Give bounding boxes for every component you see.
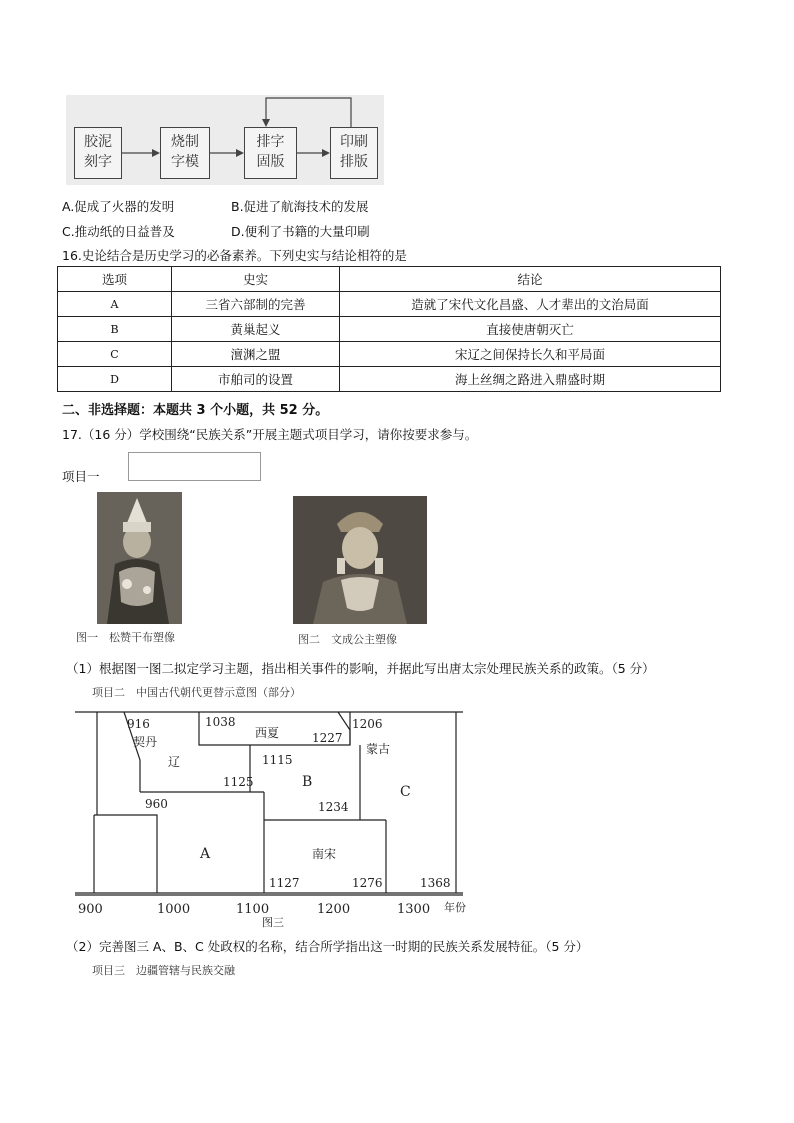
q15-option-c: C.推动纸的日益普及 <box>62 224 175 239</box>
row-b-conclusion: 直接使唐朝灭亡 <box>340 317 721 342</box>
tick-1100: 1100 <box>236 902 270 917</box>
figure-3-caption: 图三 <box>262 916 284 929</box>
label-960: 960 <box>145 797 168 811</box>
flow-box-4-line2: 排版 <box>340 154 368 170</box>
q17-stem: 17.（16 分）学校围绕“民族关系”开展主题式项目学习，请你按要求参与。 <box>62 427 478 442</box>
q17-sub1: （1）根据图一图二拟定学习主题，指出相关事件的影响，并据此写出唐太宗处理民族关系的政策。（5 分） <box>66 661 655 676</box>
flow-box-3 <box>244 127 297 179</box>
flow-box-4 <box>330 127 378 179</box>
flow-diagram <box>66 95 384 185</box>
row-a-fact: 三省六部制的完善 <box>172 292 340 317</box>
axis-unit: 年份 <box>444 901 466 914</box>
label-1125: 1125 <box>223 775 254 789</box>
label-916: 916 <box>127 717 150 731</box>
row-a-option: A <box>58 292 172 317</box>
label-1234: 1234 <box>318 800 349 814</box>
flow-box-4-line1: 印刷 <box>340 134 368 150</box>
label-1127: 1127 <box>269 876 300 890</box>
label-B: B <box>302 774 313 790</box>
statue-2-drawing <box>293 496 427 624</box>
q15-option-d: D.便利了书籍的大量印刷 <box>231 224 370 239</box>
tick-1000: 1000 <box>157 902 191 917</box>
label-1276: 1276 <box>352 876 383 890</box>
header-conclusion: 结论 <box>340 267 721 292</box>
q16-stem: 16.史论结合是历史学习的必备素养。下列史实与结论相符的是 <box>62 248 407 263</box>
table-row <box>58 342 721 367</box>
label-liao: 辽 <box>168 755 181 769</box>
flow-box-3-line2: 固版 <box>256 154 285 170</box>
q17-sub2: （2）完善图三 A、B、C 处政权的名称，结合所学指出这一时期的民族关系发展特征。（5 分） <box>66 939 589 954</box>
section-2-title: 二、非选择题：本题共 3 个小题，共 52 分。 <box>62 403 329 418</box>
label-A: A <box>200 846 211 862</box>
label-1206: 1206 <box>352 717 383 731</box>
flow-box-1 <box>74 127 122 179</box>
project1-answer-box[interactable] <box>128 452 261 481</box>
row-d-fact: 市舶司的设置 <box>172 367 340 392</box>
label-1115: 1115 <box>262 753 293 767</box>
label-C: C <box>400 784 411 800</box>
row-b-fact: 黄巢起义 <box>172 317 340 342</box>
table-row <box>58 367 721 392</box>
tick-1200: 1200 <box>317 902 351 917</box>
figure-1-caption: 图一 松赞干布塑像 <box>76 631 175 644</box>
row-d-option: D <box>58 367 172 392</box>
q15-option-a: A.促成了火器的发明 <box>62 199 175 214</box>
header-fact: 史实 <box>172 267 340 292</box>
project2-label: 项目二 中国古代朝代更替示意图（部分） <box>92 686 301 699</box>
figure-3-diagram <box>0 700 794 930</box>
tick-900: 900 <box>78 902 103 917</box>
row-c-conclusion: 宋辽之间保持长久和平局面 <box>340 342 721 367</box>
row-a-conclusion: 造就了宋代文化昌盛、人才辈出的文治局面 <box>340 292 721 317</box>
label-1038: 1038 <box>205 715 236 729</box>
flow-box-1-line2: 刻字 <box>84 154 112 170</box>
flow-box-2-line2: 字模 <box>171 154 199 170</box>
flow-box-2-line1: 烧制 <box>171 134 199 150</box>
flow-box-3-line1: 排字 <box>256 134 285 150</box>
header-option: 选项 <box>58 267 172 292</box>
project3-label: 项目三 边疆管辖与民族交融 <box>92 964 235 977</box>
q16-table <box>57 266 721 392</box>
label-1368: 1368 <box>420 876 451 890</box>
label-nansong: 南宋 <box>312 847 337 861</box>
row-c-option: C <box>58 342 172 367</box>
row-c-fact: 澶渊之盟 <box>172 342 340 367</box>
label-1227: 1227 <box>312 731 343 745</box>
project1-label: 项目一 <box>62 469 100 484</box>
statue-1-drawing <box>97 492 182 624</box>
label-khitan: 契丹 <box>133 735 158 749</box>
princess-wencheng-statue-image <box>293 496 427 624</box>
tick-1300: 1300 <box>397 902 431 917</box>
label-mongol: 蒙古 <box>366 742 391 756</box>
table-row <box>58 292 721 317</box>
row-b-option: B <box>58 317 172 342</box>
table-row <box>58 317 721 342</box>
figure-2-caption: 图二 文成公主塑像 <box>298 633 397 646</box>
table-header-row <box>58 267 721 292</box>
q15-option-b: B.促进了航海技术的发展 <box>231 199 369 214</box>
label-xixia: 西夏 <box>255 726 280 740</box>
songtsen-gampo-statue-image <box>97 492 182 624</box>
song-a-boundary <box>94 815 157 893</box>
row-d-conclusion: 海上丝绸之路进入鼎盛时期 <box>340 367 721 392</box>
flow-box-2 <box>160 127 210 179</box>
flow-box-1-line1: 胶泥 <box>84 134 112 150</box>
